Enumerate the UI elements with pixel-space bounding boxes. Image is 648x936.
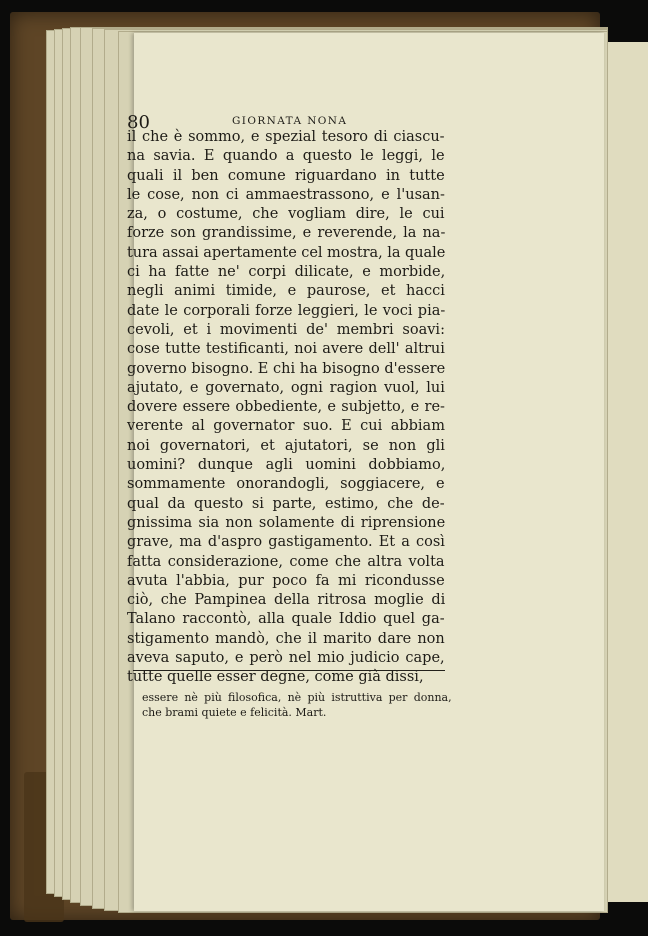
text-line: ajutato, e governato, ogni ragion vuol, lui [127, 379, 445, 396]
text-line: ciò, che Pampinea della ritrosa moglie di [127, 592, 446, 609]
body-text [127, 128, 445, 688]
text-line: fatta considerazione, come che altra volta [127, 553, 445, 570]
text-line: gnissima sia non solamente di riprensione [127, 514, 446, 531]
footnote-line: essere nè più filosofica, nè più istruttiva per donna, [142, 691, 452, 704]
text-line: ci ha fatte ne' corpi dilicate, e morbide, [127, 264, 446, 281]
footnote-rule [133, 670, 445, 671]
footnote [142, 690, 452, 720]
text-line: avuta l'abbia, pur poco fa mi ricondusse [127, 572, 445, 589]
text-line: il che è sommo, e spezial tesoro di ciascu- [127, 129, 445, 145]
text-line: date le corporali forze leggieri, le voci pia- [127, 302, 446, 319]
text-line: le cose, non ci ammaestrassono, e l'usan- [127, 186, 445, 203]
text-line: noi governatori, et ajutatori, se non gli [127, 437, 445, 454]
text-line: tutte quelle esser degne, come già dissi, [127, 669, 424, 686]
text-line: verente al governator suo. E cui abbiam [127, 418, 445, 435]
text-line: Talano raccontò, alla quale Iddio quel ga- [127, 611, 445, 628]
text-line: stigamento mandò, che il marito dare non [127, 630, 445, 647]
text-line: tura assai apertamente cel mostra, la quale [127, 244, 446, 261]
text-line: na savia. E quando a questo le leggi, le [127, 148, 445, 165]
text-line: sommamente onorandogli, soggiacere, e [127, 476, 445, 493]
text-line: cose tutte testificanti, noi avere dell' altrui [127, 341, 445, 358]
running-head: GIORNATA NONA [232, 115, 348, 127]
text-line: grave, ma d'aspro gastigamento. Et a così [127, 534, 445, 551]
text-line: dovere essere obbediente, e subjetto, e re- [127, 399, 445, 416]
text-line: za, o costume, che vogliam dire, le cui [127, 206, 445, 223]
text-line: aveva saputo, e però nel mio judicio cape, [127, 650, 445, 667]
footnote-line: che brami quiete e felicità. Mart. [142, 706, 327, 719]
text-line: qual da questo si parte, estimo, che de- [127, 495, 445, 512]
text-line: governo bisogno. E chi ha bisogno d'essere [127, 360, 446, 377]
text-line: cevoli, et i movimenti de' membri soavi: [127, 321, 445, 338]
text-line: forze son grandissime, e reverende, la na- [127, 225, 446, 242]
page-number: 80 [127, 112, 150, 133]
text-line: uomini? dunque agli uomini dobbiamo, [127, 457, 446, 474]
text-line: quali il ben comune riguardano in tutte [127, 167, 445, 184]
facing-page-edge [604, 42, 648, 902]
text-line: negli animi timide, e paurose, et hacci [127, 283, 445, 300]
